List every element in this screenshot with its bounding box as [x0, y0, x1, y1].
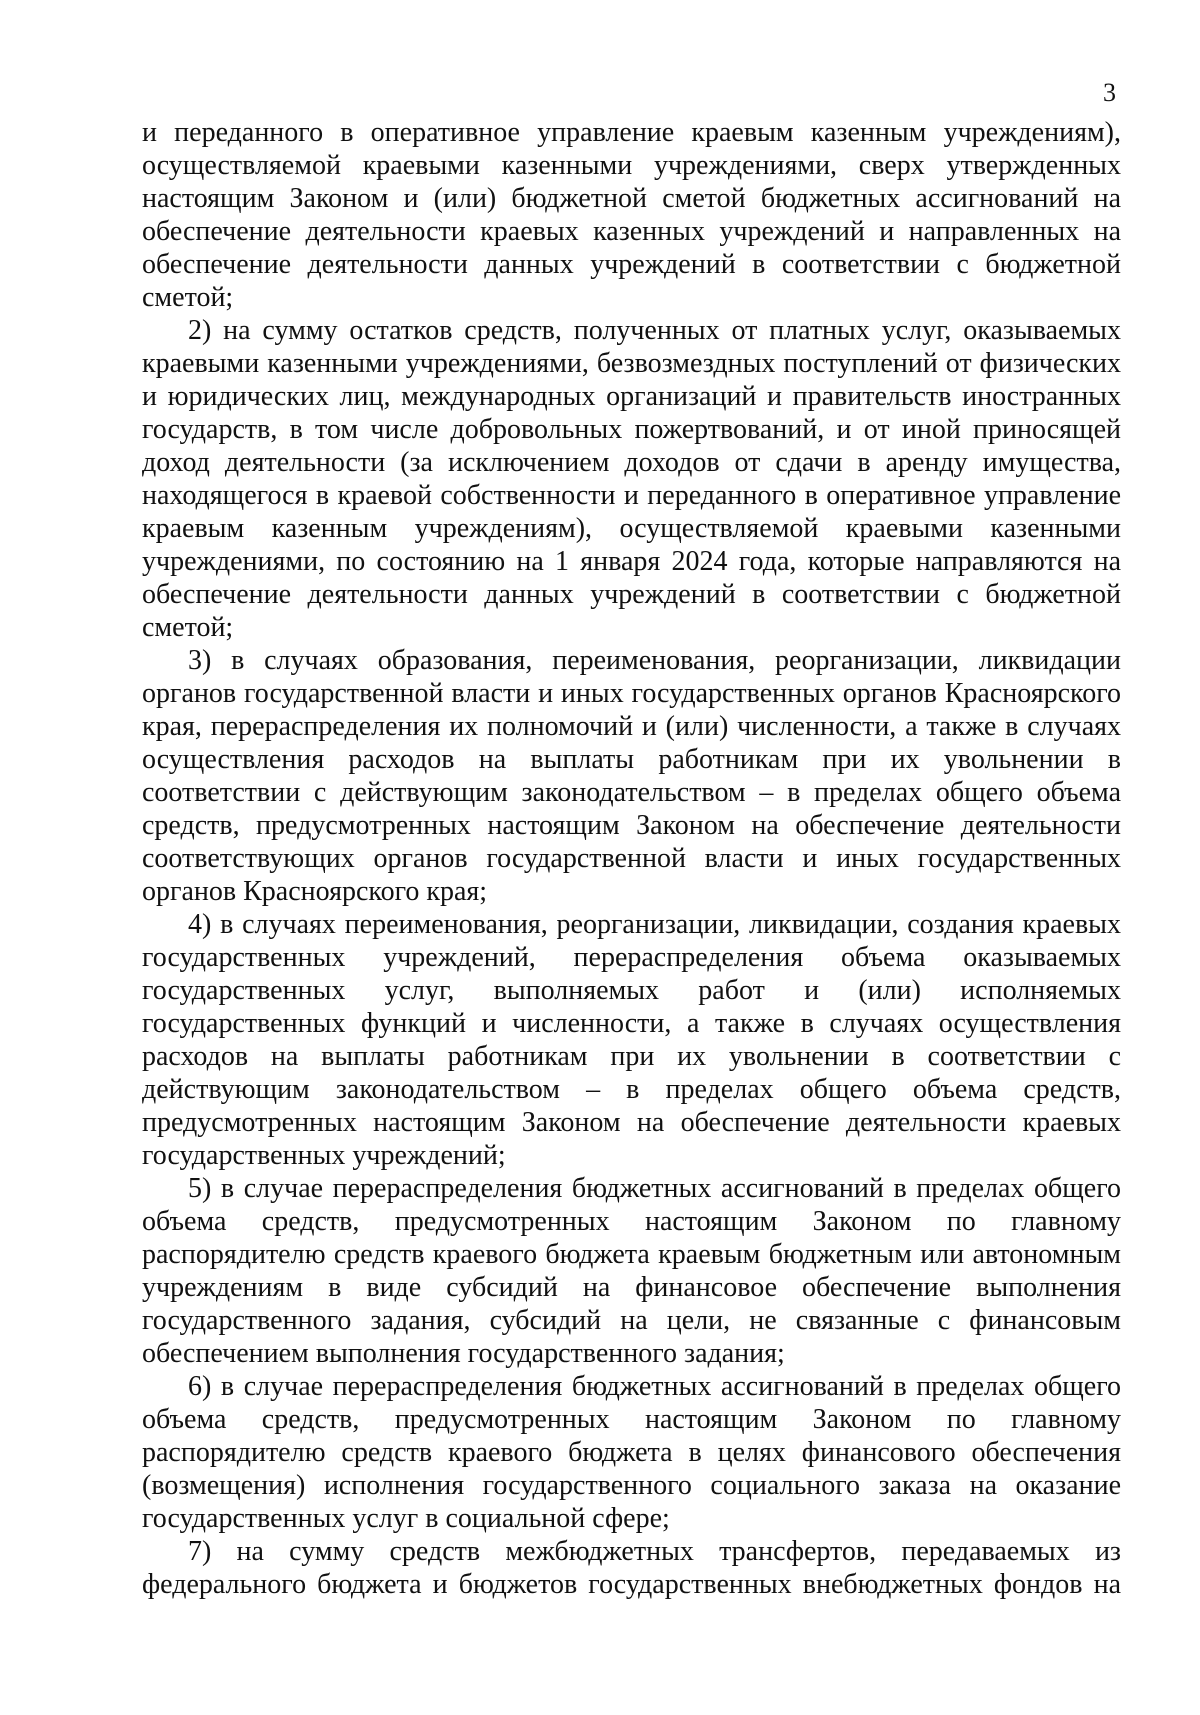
- paragraph-item-2: 2) на сумму остатков средств, полученных от платных услуг, оказываемых краевыми казенными учреждениями, безвозмездных поступлений от физических и юридических лиц, международных организаций и правительств иностранных государств, в том числе добровольных пожертвований, и от иной приносящей доход деятельности (за исключением доходов от сдачи в аренду имущества, находящегося в краевой собственности и переданного в оперативное управление краевым казенным учреждениям), осуществляемой краевыми казенными учреждениями, по состоянию на 1 января 2024 года, которые направляются на обеспечение деятельности данных учреждений в соответствии с бюджетной сметой;: [142, 315, 1121, 643]
- paragraph-item-7: 7) на сумму средств межбюджетных трансфертов, передаваемых из федерального бюджета и бюджетов государственных внебюджетных фондов на: [142, 1536, 1121, 1600]
- paragraph-continuation: и переданного в оперативное управление краевым казенным учреждениям), осуществляемой краевыми казенными учреждениями, сверх утвержденных настоящим Законом и (или) бюджетной сметой бюджетных ассигнований на обеспечение деятельности краевых казенных учреждений и направленных на обеспечение деятельности данных учреждений в соответствии с бюджетной сметой;: [142, 117, 1121, 313]
- page-number: 3: [1103, 78, 1116, 107]
- paragraph-item-4: 4) в случаях переименования, реорганизации, ликвидации, создания краевых государственных учреждений, перераспределения объема оказываемых государственных услуг, выполняемых работ и (или) исполняемых государственных функций и численности, а также в случаях осуществления расходов на выплаты работникам при их увольнении в соответствии с действующим законодательством – в пределах общего объема средств, предусмотренных настоящим Законом на обеспечение деятельности краевых государственных учреждений;: [142, 909, 1121, 1171]
- document-body: [142, 116, 1121, 1601]
- paragraph-item-3: 3) в случаях образования, переименования, реорганизации, ликвидации органов государственной власти и иных государственных органов Красноярского края, перераспределения их полномочий и (или) численности, а также в случаях осуществления расходов на выплаты работникам при их увольнении в соответствии с действующим законодательством – в пределах общего объема средств, предусмотренных настоящим Законом на обеспечение деятельности соответствующих органов государственной власти и иных государственных органов Красноярского края;: [142, 645, 1121, 907]
- paragraph-item-5: 5) в случае перераспределения бюджетных ассигнований в пределах общего объема средств, предусмотренных настоящим Законом по главному распорядителю средств краевого бюджета краевым бюджетным или автономным учреждениям в виде субсидий на финансовое обеспечение выполнения государственного задания, субсидий на цели, не связанные с финансовым обеспечением выполнения государственного задания;: [142, 1173, 1121, 1369]
- paragraph-item-6: 6) в случае перераспределения бюджетных ассигнований в пределах общего объема средств, предусмотренных настоящим Законом по главному распорядителю средств краевого бюджета в целях финансового обеспечения (возмещения) исполнения государственного социального заказа на оказание государственных услуг в социальной сфере;: [142, 1371, 1121, 1534]
